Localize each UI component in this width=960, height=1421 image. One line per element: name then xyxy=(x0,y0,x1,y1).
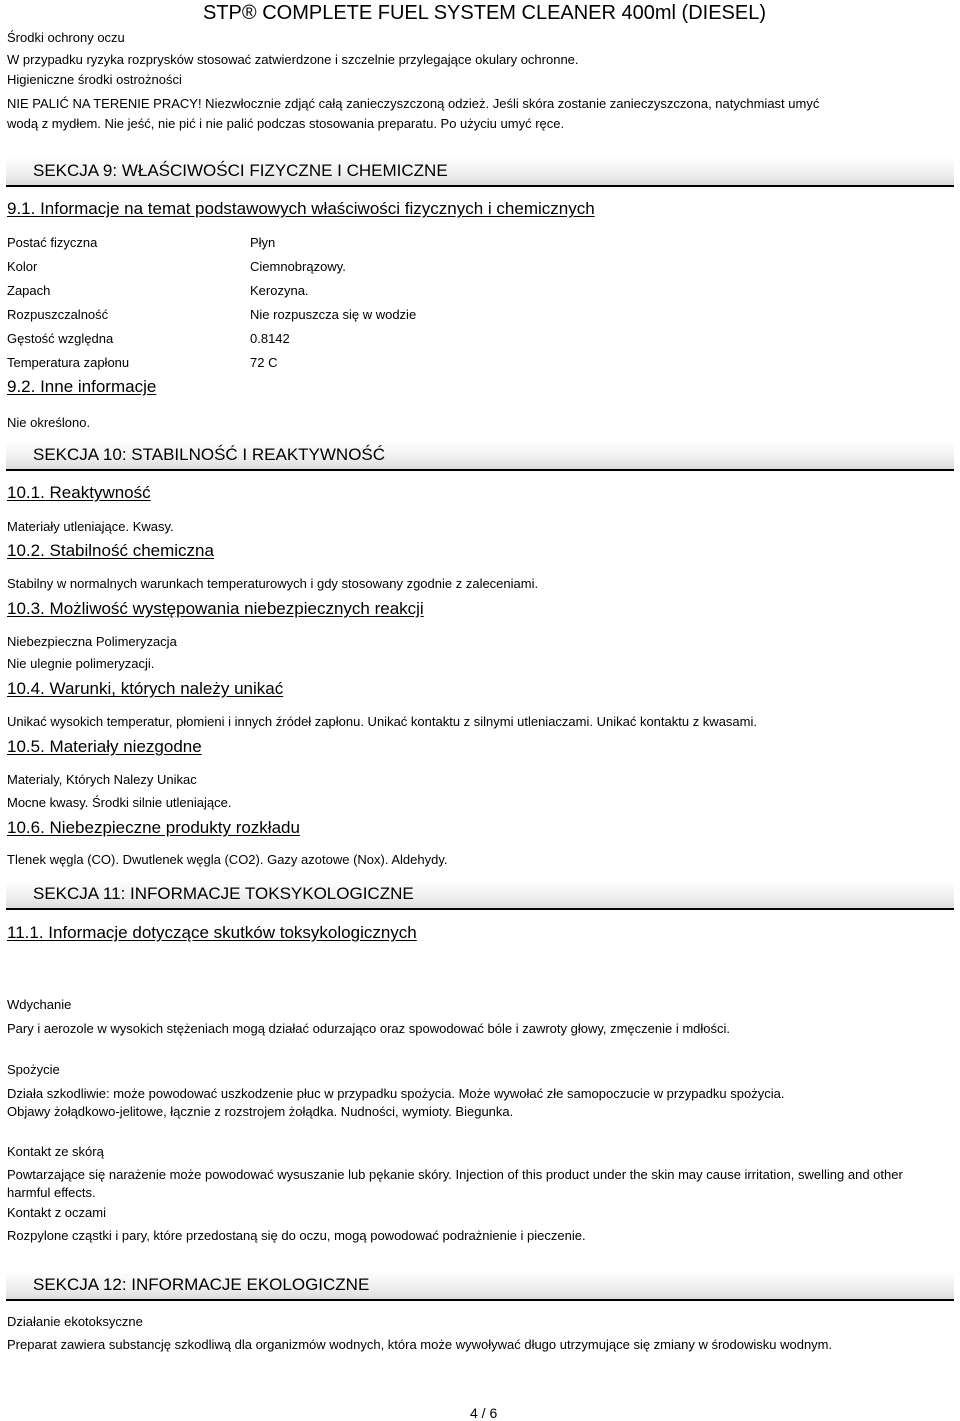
prop-value: Płyn xyxy=(250,235,276,250)
subsection-9-1-title: 9.1. Informacje na temat podstawowych właściwości fizycznych i chemicznych xyxy=(7,199,595,218)
section-12-header xyxy=(6,1271,954,1301)
eye-protection-label: Środki ochrony oczu xyxy=(7,30,125,45)
stability-text: Stabilny w normalnych warunkach temperaturowych i gdy stosowany zgodnie z zaleceniami. xyxy=(7,576,539,591)
eye-contact-label: Kontakt z oczami xyxy=(7,1205,106,1220)
subsection-10-6-title: 10.6. Niebezpieczne produkty rozkładu xyxy=(7,818,300,837)
prop-value: Ciemnobrązowy. xyxy=(250,259,346,274)
incompatible-materials-text: Mocne kwasy. Środki silnie utleniające. xyxy=(7,795,232,810)
ingestion-label: Spożycie xyxy=(7,1062,60,1077)
section-11-header xyxy=(6,880,954,910)
subsection-9-2-title: 9.2. Inne informacje xyxy=(7,377,157,396)
inhalation-text: Pary i aerozole w wysokich stężeniach mogą działać odurzająco oraz spowodować bóle i zawroty głowy, zmęczenie i mdłości. xyxy=(7,1021,731,1036)
reactivity-text: Materiały utleniające. Kwasy. xyxy=(7,519,174,534)
polymerization-label: Niebezpieczna Polimeryzacja xyxy=(7,634,177,649)
page-number: 4 / 6 xyxy=(470,1405,498,1421)
prop-label: Zapach xyxy=(7,283,51,298)
section-9-title: SEKCJA 9: WŁAŚCIWOŚCI FIZYCZNE I CHEMICZNE xyxy=(33,161,448,180)
inhalation-label: Wdychanie xyxy=(7,997,72,1012)
prop-label: Temperatura zapłonu xyxy=(7,355,130,370)
prop-label: Postać fizyczna xyxy=(7,235,98,250)
section-11-title: SEKCJA 11: INFORMACJE TOKSYKOLOGICZNE xyxy=(33,884,414,903)
ecotoxicity-text: Preparat zawiera substancję szkodliwą dla organizmów wodnych, która może wywoływać długo utrzymujące się zmiany w środowisku wodnym. xyxy=(7,1337,833,1352)
other-info-text: Nie określono. xyxy=(7,415,91,430)
conditions-to-avoid-text: Unikać wysokich temperatur, płomieni i innych źródeł zapłonu. Unikać kontaktu z silnymi utleniaczami. Unikać kontaktu z kwasami. xyxy=(7,714,757,729)
subsection-10-1-title: 10.1. Reaktywność xyxy=(7,483,151,502)
hygiene-text-line1: NIE PALIĆ NA TERENIE PRACY! Niezwłocznie zdjąć całą zanieczyszczoną odzież. Jeśli skóra zostanie zanieczyszczona, natychmiast umyć xyxy=(7,96,820,111)
section-10-title: SEKCJA 10: STABILNOŚĆ I REAKTYWNOŚĆ xyxy=(33,445,386,464)
section-9-header xyxy=(6,157,954,187)
decomposition-products-text: Tlenek węgla (CO). Dwutlenek węgla (CO2). Gazy azotowe (Nox). Aldehydy. xyxy=(7,852,448,867)
incompatible-materials-label: Materialy, Których Nalezy Unikac xyxy=(7,772,197,787)
prop-value: Nie rozpuszcza się w wodzie xyxy=(250,307,417,322)
prop-label: Gęstość względna xyxy=(7,331,114,346)
subsection-11-1-title: 11.1. Informacje dotyczące skutków toksykologicznych xyxy=(7,923,417,942)
section-10-header xyxy=(6,441,954,471)
eye-protection-text: W przypadku ryzyka rozprysków stosować zatwierdzone i szczelnie przylegające okulary ochronne. xyxy=(7,52,579,67)
subsection-10-4-title: 10.4. Warunki, których należy unikać xyxy=(7,679,284,698)
subsection-10-5-title: 10.5. Materiały niezgodne xyxy=(7,737,202,756)
ingestion-text-line2: Objawy żołądkowo-jelitowe, łącznie z rozstrojem żołądka. Nudności, wymioty. Biegunka. xyxy=(7,1104,514,1119)
ingestion-text-line1: Działa szkodliwie: może powodować uszkodzenie płuc w przypadku spożycia. Może wywołać złe samopoczucie w przypadku spożycia. xyxy=(7,1086,785,1101)
subsection-10-2-title: 10.2. Stabilność chemiczna xyxy=(7,541,214,560)
prop-label: Rozpuszczalność xyxy=(7,307,109,322)
subsection-10-3-title: 10.3. Możliwość występowania niebezpiecznych reakcji xyxy=(7,599,424,618)
eye-contact-text: Rozpylone cząstki i pary, które przedostaną się do oczu, mogą powodować podrażnienie i pieczenie. xyxy=(7,1228,586,1243)
prop-label: Kolor xyxy=(7,259,38,274)
skin-contact-text: Powtarzające się narażenie może powodować wysuszanie lub pękanie skóry. Injection of this product under the skin may cause irritation, swelling and other harmful effects. xyxy=(7,1167,903,1200)
prop-value: 0.8142 xyxy=(250,331,290,346)
polymerization-text: Nie ulegnie polimeryzacji. xyxy=(7,656,155,671)
document-title: STP® COMPLETE FUEL SYSTEM CLEANER 400ml (DIESEL) xyxy=(203,2,767,24)
skin-contact-label: Kontakt ze skórą xyxy=(7,1144,104,1159)
prop-value: 72 C xyxy=(250,355,278,370)
section-12-title: SEKCJA 12: INFORMACJE EKOLOGICZNE xyxy=(33,1275,370,1294)
ecotoxicity-label: Działanie ekotoksyczne xyxy=(7,1314,143,1329)
prop-value: Kerozyna. xyxy=(250,283,309,298)
hygiene-text-line2: wodą z mydłem. Nie jeść, nie pić i nie palić podczas stosowania preparatu. Po użyciu umyć ręce. xyxy=(7,116,565,131)
hygiene-label: Higieniczne środki ostrożności xyxy=(7,72,182,87)
